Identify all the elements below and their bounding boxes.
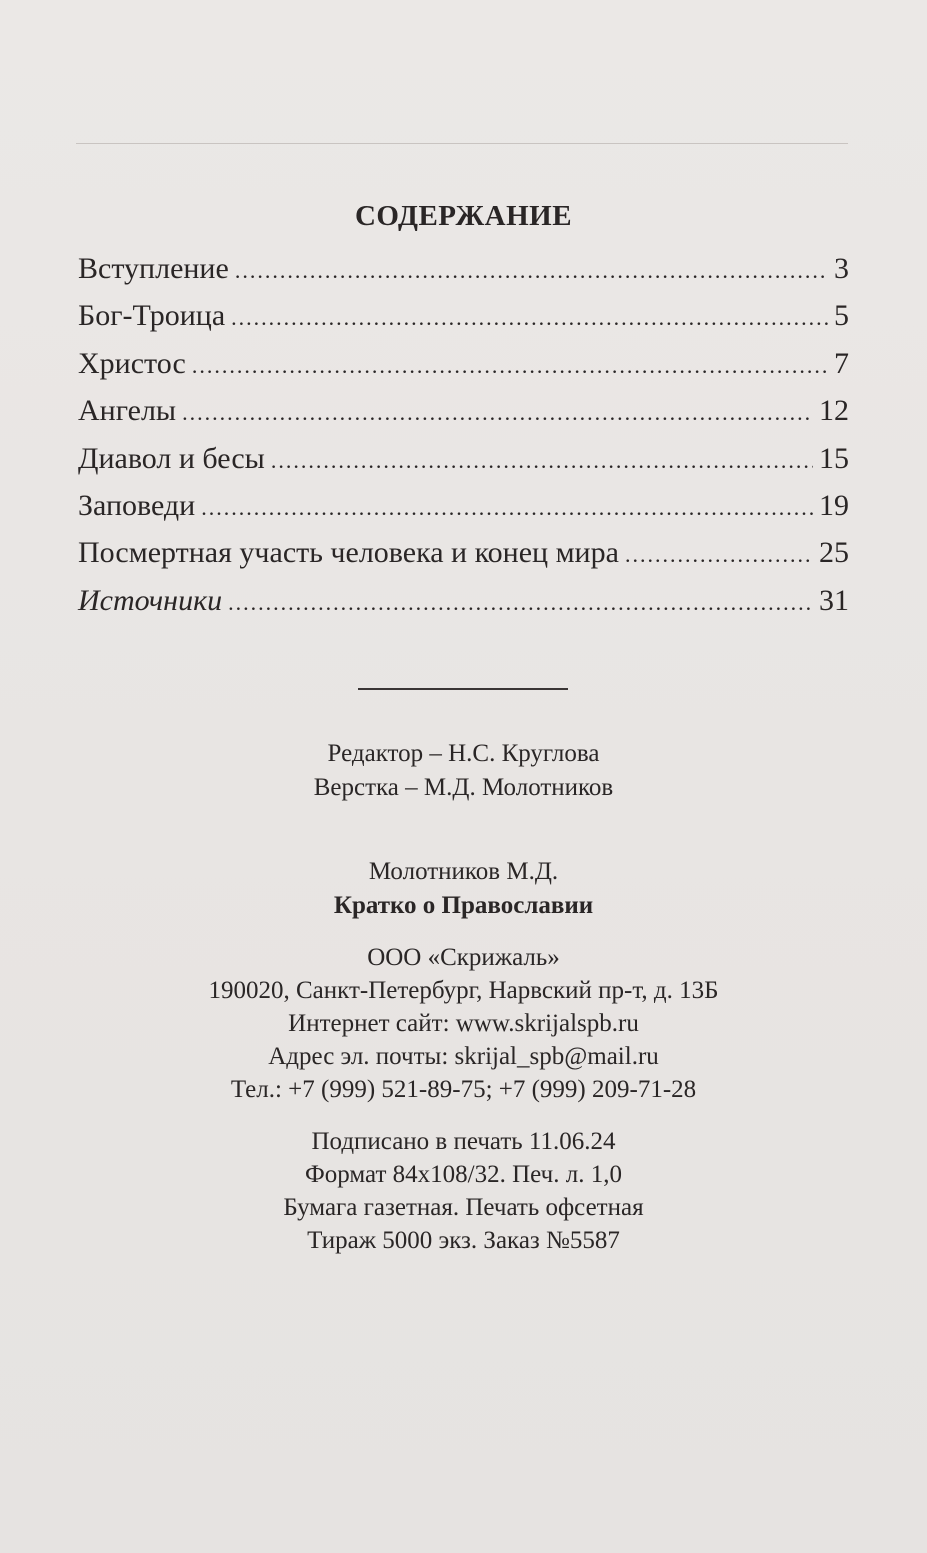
publisher-phone: Тел.: +7 (999) 521-89-75; +7 (999) 209-71-28	[230, 1076, 697, 1103]
toc-entry-label: Диавол и бесы	[78, 441, 265, 475]
toc-entry-label: Заповеди	[78, 488, 196, 522]
toc-entry-page: 31	[819, 583, 849, 617]
toc-entry	[78, 536, 849, 583]
toc-entry-label: Ангелы	[78, 394, 177, 428]
toc-entry-label: Бог-Троица	[78, 299, 226, 333]
toc-entry	[78, 442, 849, 489]
toc-entry	[78, 299, 849, 346]
editor-credit: Редактор – Н.С. Круглова	[327, 740, 600, 767]
layout-credit: Верстка – М.Д. Молотников	[313, 774, 614, 801]
contents-title: СОДЕРЖАНИЕ	[354, 200, 573, 232]
toc-leader-dots	[201, 495, 813, 521]
table-of-contents	[78, 252, 849, 631]
toc-entry-page: 25	[819, 536, 849, 570]
toc-leader-dots	[235, 258, 828, 284]
imprint-block	[0, 1125, 927, 1257]
publisher-block	[0, 941, 927, 1106]
toc-leader-dots	[228, 590, 813, 616]
toc-entry	[78, 489, 849, 536]
toc-entry-page: 15	[819, 441, 849, 475]
toc-entry-page: 7	[834, 346, 849, 380]
book-title: Кратко о Православии	[333, 892, 594, 919]
toc-entry-page: 3	[834, 252, 849, 285]
section-divider	[358, 688, 568, 690]
toc-entry-label: Вступление	[78, 252, 229, 285]
toc-entry-label: Посмертная участь человека и конец мира	[78, 536, 619, 570]
toc-leader-dots	[182, 400, 813, 426]
imprint-signed: Подписано в печать 11.06.24	[311, 1128, 616, 1155]
toc-entry	[78, 347, 849, 394]
book-author: Молотников М.Д.	[368, 858, 559, 885]
toc-leader-dots	[192, 353, 828, 379]
toc-entry-page: 12	[819, 394, 849, 428]
toc-leader-dots	[271, 448, 813, 474]
book-info	[0, 855, 927, 923]
imprint-paper: Бумага газетная. Печать офсетная	[283, 1194, 644, 1221]
toc-entry-page: 19	[819, 488, 849, 522]
publisher-address: 190020, Санкт-Петербург, Нарвский пр-т, д. 13Б	[208, 977, 719, 1004]
credits-block	[0, 737, 927, 805]
toc-entry	[78, 584, 849, 631]
publisher-website: Интернет сайт: www.skrijalspb.ru	[288, 1010, 639, 1037]
publisher-name: ООО «Скрижаль»	[367, 944, 560, 971]
imprint-run: Тираж 5000 экз. Заказ №5587	[307, 1227, 620, 1254]
toc-entry-page: 5	[834, 299, 849, 333]
header-rule	[76, 143, 848, 144]
toc-entry-label: Источники	[78, 583, 223, 617]
toc-entry	[78, 252, 849, 299]
imprint-format: Формат 84х108/32. Печ. л. 1,0	[305, 1161, 622, 1188]
publisher-email: Адрес эл. почты: skrijal_spb@mail.ru	[268, 1043, 659, 1070]
toc-leader-dots	[625, 542, 813, 568]
toc-entry	[78, 394, 849, 441]
toc-leader-dots	[231, 305, 828, 331]
toc-entry-label: Христос	[78, 346, 186, 380]
